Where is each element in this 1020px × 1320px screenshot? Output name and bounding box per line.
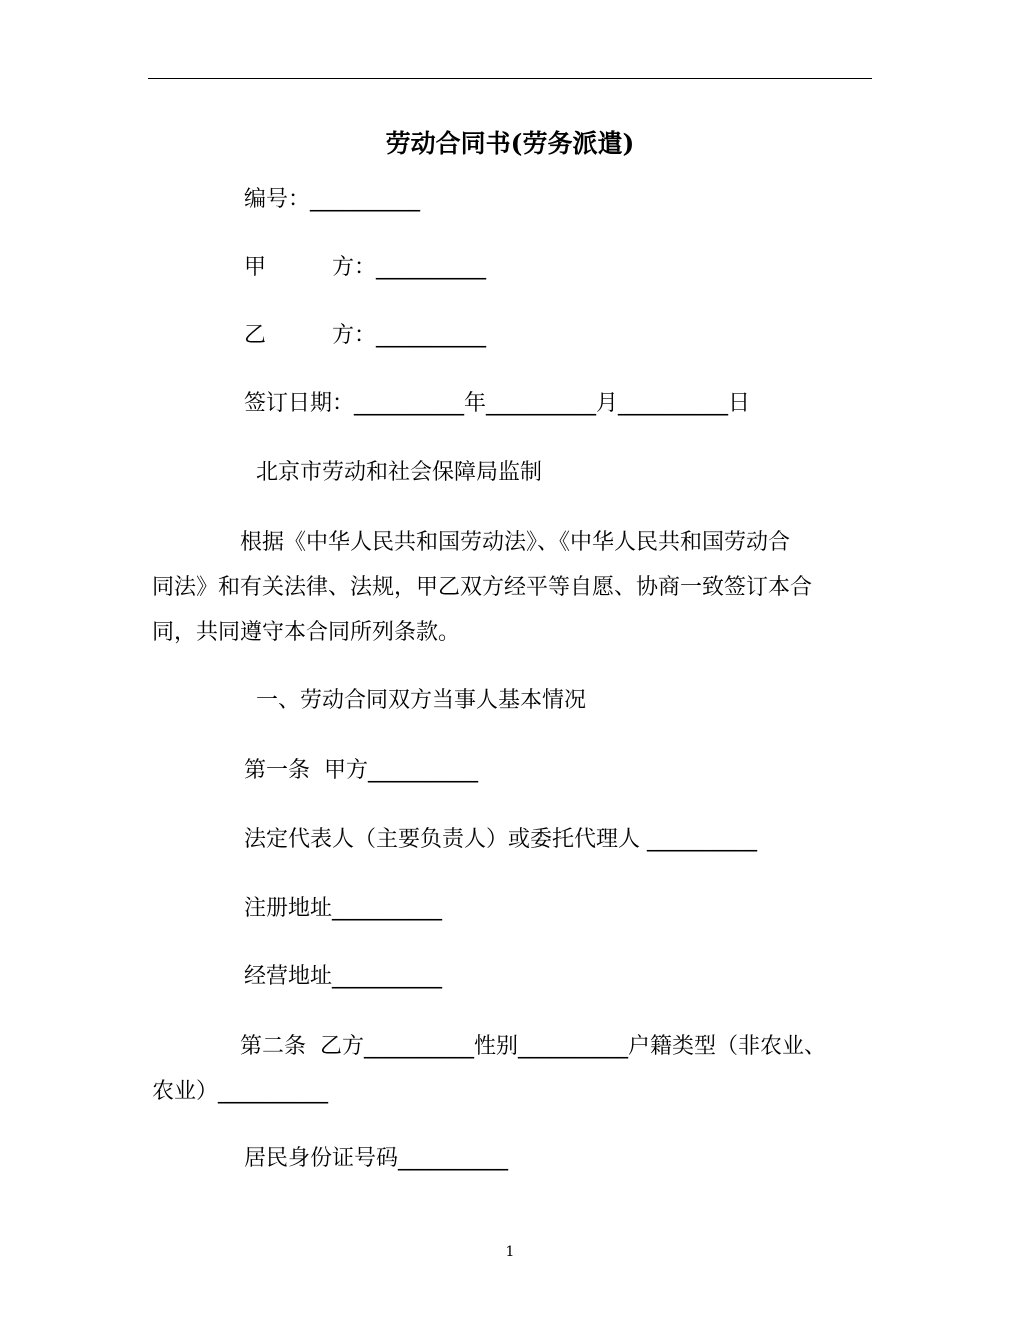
page-number: 1: [505, 1244, 515, 1260]
article-1-heading: 第一条 甲方__________: [244, 758, 478, 783]
article-2-paragraph: [152, 1024, 852, 1114]
header-rule: [148, 78, 872, 79]
preamble-paragraph: [152, 520, 852, 655]
party-b-field: 乙 方：__________: [244, 323, 487, 348]
sign-date-field: 签订日期：__________年__________月__________日: [244, 391, 751, 416]
business-address-field: 经营地址__________: [244, 964, 443, 989]
party-a-field: 甲 方：__________: [244, 255, 487, 280]
section-heading: 一、劳动合同双方当事人基本情况: [256, 688, 587, 713]
id-number-field: 居民身份证号码__________: [244, 1146, 509, 1171]
preamble-line: 同，共同遵守本合同所列条款。: [152, 620, 461, 645]
registered-address-field: 注册地址__________: [244, 896, 443, 921]
article-2-line: 农业）__________: [152, 1079, 329, 1104]
article-2-line: 第二条 乙方__________性别__________户籍类型（非农业、: [152, 1034, 826, 1059]
legal-representative-field: 法定代表人（主要负责人）或委托代理人 __________: [244, 827, 757, 852]
contract-number-field: 编号：__________: [244, 187, 421, 212]
preamble-line: 同法》和有关法律、法规，甲乙双方经平等自愿、协商一致签订本合: [152, 575, 813, 600]
preamble-line: 根据《中华人民共和国劳动法》、《中华人民共和国劳动合: [152, 530, 791, 555]
document-title: 劳动合同书(劳务派遣): [385, 129, 635, 158]
supervisor-note: 北京市劳动和社会保障局监制: [256, 460, 543, 485]
